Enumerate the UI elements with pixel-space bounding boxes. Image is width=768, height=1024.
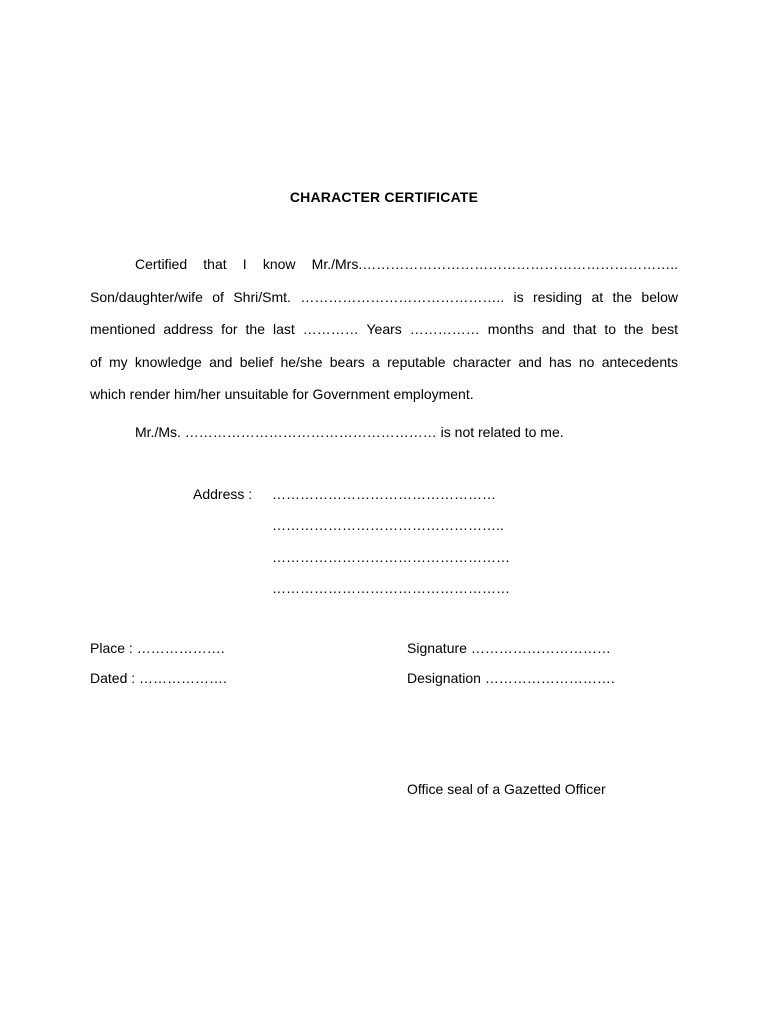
address-label: Address : [193,486,253,502]
document-title: CHARACTER CERTIFICATE [289,189,479,205]
body-line-3: mentioned address for the last ………… Years …………… months and that to the best [90,321,678,337]
not-related-statement: Mr./Ms. ……………………………………………… is not related to me. [135,424,564,440]
certificate-body [90,248,678,411]
designation-field: Designation ………………………. [407,670,615,686]
address-line-3: …………………………………………… [272,549,510,565]
address-line-2: ………………………………………….. [272,517,504,533]
body-line-1: Certified that I know Mr./Mrs.………………………………………………………….. [135,256,678,272]
body-line-5: which render him/her unsuitable for Government employment. [90,386,474,402]
address-line-4: …………………………………………… [272,580,510,596]
place-field: Place : ………………. [90,640,225,656]
signature-field: Signature ………………………… [407,640,611,656]
body-line-2: Son/daughter/wife of Shri/Smt. …………………………………….. is residing at the below [90,288,678,305]
address-line-1: ………………………………………… [272,486,496,502]
dated-field: Dated : ………………. [90,670,227,686]
body-line-4: of my knowledge and belief he/she bears a reputable character and has no antecedents [90,353,678,370]
office-seal-label: Office seal of a Gazetted Officer [407,781,606,797]
